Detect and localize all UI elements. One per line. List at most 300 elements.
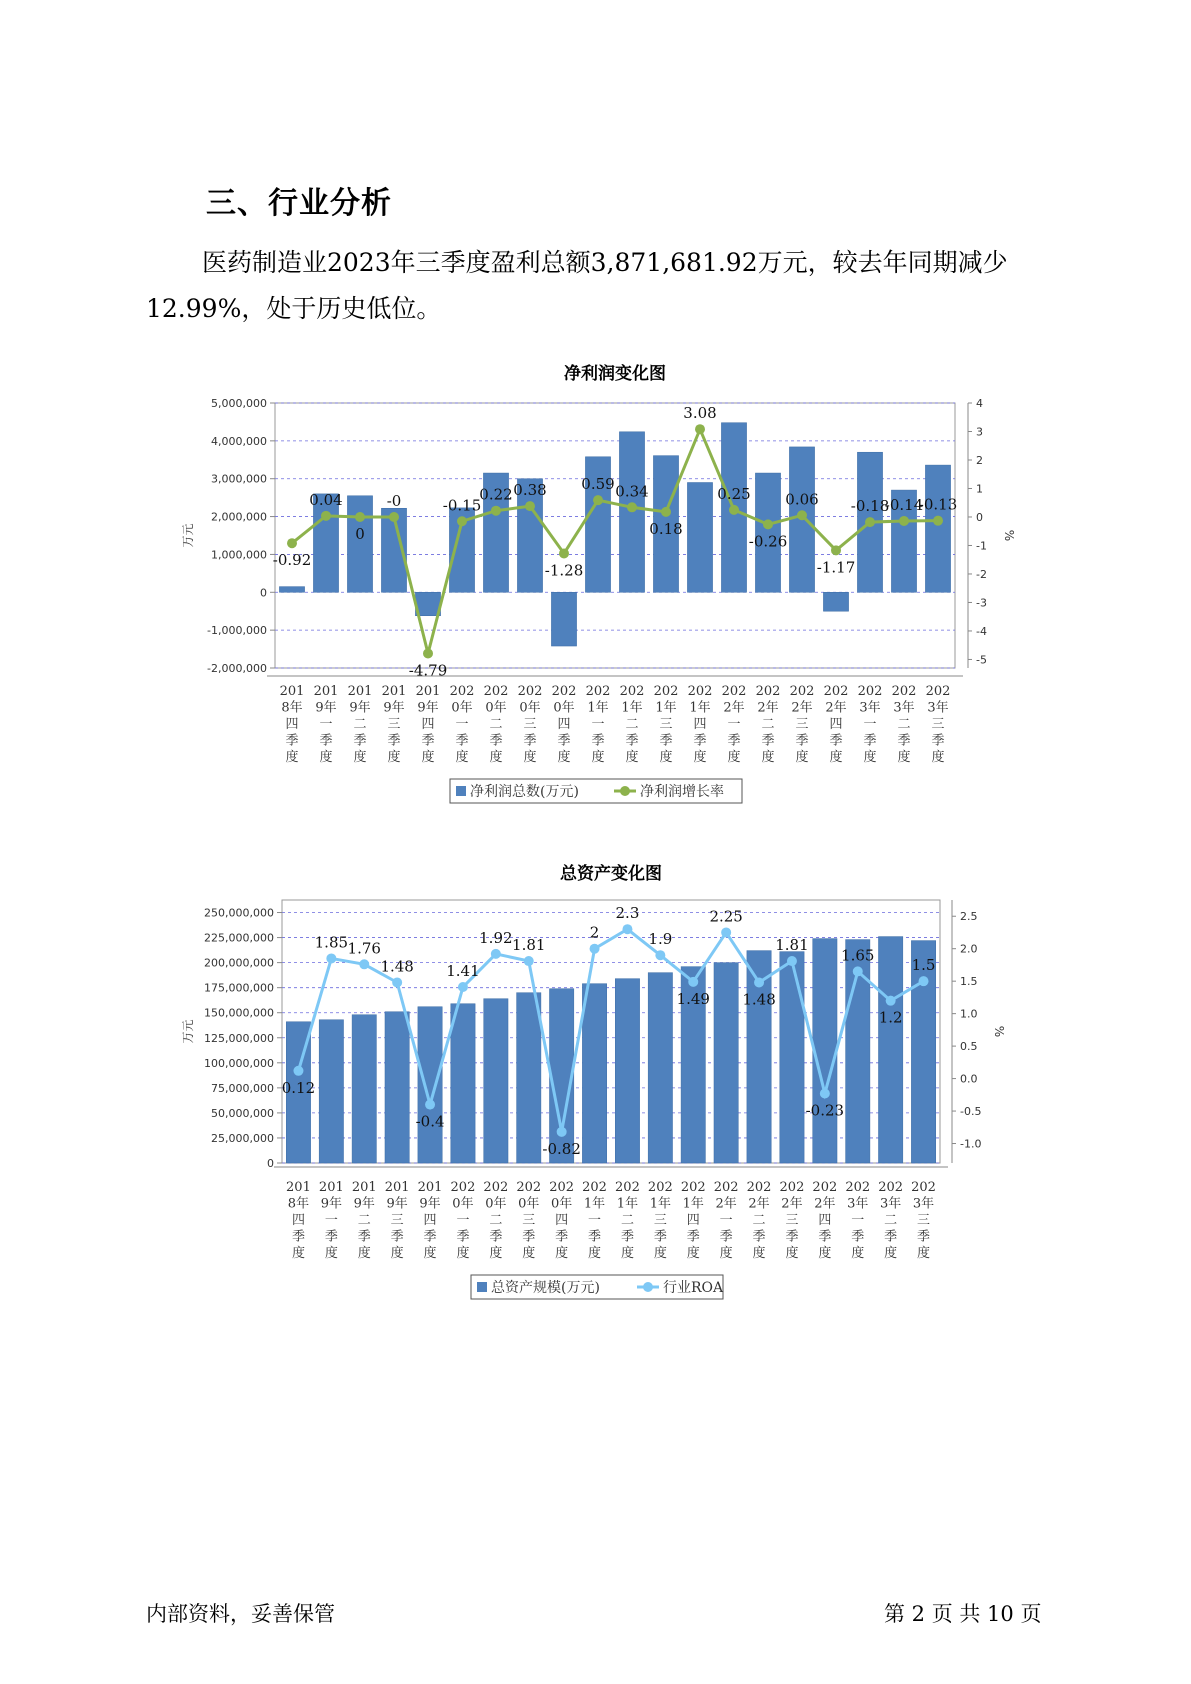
legend-bar-swatch [456,786,466,796]
category-label [858,684,883,765]
bar [687,483,712,593]
category-label [582,1180,607,1261]
category-label-line: 201 [417,1180,443,1195]
y2-tick-label: 1.0 [960,1007,978,1021]
category-label-line: 202 [746,1180,772,1195]
category-label-line: 季 [423,1229,437,1245]
category-label-line: 202 [653,684,679,699]
data-label: 0.12 [281,1078,316,1097]
data-label: 1.48 [380,957,414,976]
line-point [721,927,731,937]
y2-tick-label: 3 [976,425,983,439]
category-label-line: 度 [421,750,435,765]
line-point [425,1100,435,1110]
category-label-line: 9年 [349,700,371,716]
category-label-line: 9年 [383,700,405,716]
y2-tick-label: -5 [976,653,987,667]
line-point [293,1066,303,1076]
legend-line-label: 净利润增长率 [640,784,724,800]
y2-tick-label: -2 [976,567,987,581]
category-label [518,684,543,765]
category-label-line: 季 [686,1229,700,1245]
category-label-line: 一 [851,1213,865,1228]
line-point [661,507,671,517]
category-label-line: 0年 [518,1196,540,1212]
category-label-line: 1年 [689,700,711,716]
category-label-line: 202 [516,1180,542,1195]
y-tick-label: 250,000,000 [204,906,274,920]
category-label [286,1180,311,1261]
category-label-line: 2年 [723,700,745,716]
category-label [756,684,781,765]
line-point [590,944,600,954]
data-label: 0.25 [717,484,751,503]
category-label-line: 季 [489,733,503,749]
category-label-line: 季 [620,1229,634,1245]
category-label-line: 季 [421,733,435,749]
category-label-line: 度 [319,750,333,765]
category-label-line: 2年 [781,1196,803,1212]
category-label-line: 度 [931,750,945,765]
category-label-line: 202 [517,684,543,699]
category-label-line: 202 [812,1180,838,1195]
category-label [747,1180,772,1261]
category-label-line: 1年 [616,1196,639,1212]
category-label-line: 0年 [519,700,541,716]
total-assets-chart-svg [0,855,1191,1315]
bar [551,592,576,646]
category-label-line: 1年 [621,700,643,716]
category-label [620,684,645,765]
category-label-line: 0年 [553,700,575,716]
category-label [484,684,509,765]
category-label-line: 三 [785,1213,799,1228]
category-label-line: 度 [324,1246,338,1261]
category-label [382,684,407,765]
line-point [359,959,369,969]
bar [319,1020,343,1163]
bar [823,592,848,611]
category-label-line: 度 [357,1246,371,1261]
category-label-line: 四 [423,1213,437,1228]
category-label-line: 季 [324,1229,338,1245]
y2-axis-label: % [1002,529,1016,542]
category-label [319,1180,344,1261]
category-label-line: 季 [523,733,537,749]
category-label-line: 季 [785,1229,799,1245]
category-label-line: 季 [863,733,877,749]
category-label-line: 度 [818,1246,832,1261]
data-label: -0.4 [415,1112,445,1131]
category-label-line: 季 [752,1229,766,1245]
category-label [348,684,373,765]
data-label: 1.85 [314,933,349,952]
page-number: 第 2 页 共 10 页 [884,1602,1042,1626]
category-label-line: 201 [318,1180,344,1195]
category-label-line: 度 [591,750,605,765]
category-label-line: 9年 [417,700,439,716]
category-label-line: 度 [752,1246,766,1261]
bar [714,963,738,1163]
category-label-line: 度 [522,1246,536,1261]
category-label-line: 二 [897,717,911,732]
line-point [622,924,632,934]
bar [484,999,508,1163]
category-label-line: 季 [522,1229,536,1245]
category-label-line: 二 [884,1213,898,1228]
category-label-line: 202 [925,684,951,699]
category-label-line: 一 [455,717,469,732]
category-label-line: 202 [713,1180,739,1195]
y2-tick-label: 2.0 [960,942,978,956]
category-label-line: 季 [625,733,639,749]
line-point [524,956,534,966]
category-label-line: 季 [897,733,911,749]
category-label-line: 度 [625,750,639,765]
category-label-line: 四 [421,717,435,732]
total-assets-chart [0,855,1191,1315]
category-label-line: 度 [785,1246,799,1261]
category-label-line: 四 [557,717,571,732]
category-label-line: 季 [291,1229,305,1245]
y-tick-label: 2,000,000 [211,510,267,524]
y2-tick-label: -0.5 [960,1105,982,1119]
data-label: 3.08 [683,404,717,423]
category-label-line: 2年 [748,1196,770,1212]
y2-tick-label: -4 [976,624,987,638]
line-point [491,506,501,516]
category-label-line: 二 [357,1213,371,1228]
data-label: -4.79 [408,661,448,680]
category-label-line: 季 [851,1229,865,1245]
category-label-line: 三 [795,717,809,732]
data-label: 1.81 [512,936,546,955]
line-point [729,505,739,515]
category-label-line: 度 [863,750,877,765]
line-point [627,502,637,512]
category-label-line: 0年 [485,1196,507,1212]
category-label-line: 202 [721,684,747,699]
category-label-line: 202 [619,684,645,699]
category-label-line: 季 [829,733,843,749]
y-tick-label: 100,000,000 [204,1056,274,1070]
data-label: 1.41 [446,962,480,981]
legend-line-marker [620,786,630,796]
category-label-line: 三 [387,717,401,732]
category-label-line: 202 [551,684,577,699]
line-point [392,977,402,987]
category-label [722,684,747,765]
line-point [763,519,773,529]
category-label [418,1180,443,1261]
category-label-line: 度 [719,1246,733,1261]
category-label-line: 202 [615,1180,640,1195]
category-label-line: 8年 [281,700,303,716]
category-label-line: 9年 [315,700,337,716]
category-label-line: 202 [755,684,781,699]
category-label-line: 3年 [927,700,949,716]
data-label: 0.59 [581,475,615,494]
category-label-line: 0年 [485,700,507,716]
line-point [593,495,603,505]
category-label-line: 四 [829,717,843,732]
category-label-line: 季 [727,733,741,749]
category-label-line: 季 [557,733,571,749]
category-label-line: 季 [591,733,605,749]
category-label-line: 二 [620,1213,634,1228]
bar [615,979,639,1163]
y-tick-label: 0 [260,586,267,600]
summary-text: 医药制造业2023年三季度盈利总额3,871,681.92万元，较去年同期减少12.99%，处于历史低位。 [146,248,1008,323]
category-label [280,684,305,765]
category-label-line: 季 [353,733,367,749]
line-point [321,511,331,521]
category-label [549,1180,574,1261]
bar [813,939,837,1163]
category-label-line: 202 [585,684,611,699]
line-point [389,512,399,522]
data-label: -0.15 [442,496,482,515]
data-label: 0 [355,524,365,543]
category-label-line: 201 [313,684,339,699]
category-label [654,684,679,765]
category-label-line: 三 [653,1213,667,1228]
category-label-line: 二 [353,717,367,732]
category-label-line: 二 [761,717,775,732]
category-label-line: 0年 [551,1196,573,1212]
line-point [853,966,863,976]
category-label-line: 202 [647,1180,673,1195]
net-profit-chart [0,355,1191,815]
line-point [820,1089,830,1099]
category-label [615,1180,640,1261]
line-point [688,977,698,987]
category-label-line: 0年 [451,700,473,716]
y2-tick-label: -3 [976,596,987,610]
bar [780,952,804,1163]
category-label-line: 1年 [655,700,677,716]
y-tick-label: 150,000,000 [204,1006,274,1020]
data-label: 2.25 [709,907,743,926]
bar [279,587,304,593]
y-tick-label: 25,000,000 [211,1131,274,1145]
category-label [586,684,611,765]
y2-tick-label: 1 [976,482,983,496]
category-label-line: 度 [693,750,707,765]
category-label-line: 度 [653,1246,667,1261]
category-label [451,1180,476,1261]
category-label-line: 季 [761,733,775,749]
line-point [899,516,909,526]
category-label-line: 度 [523,750,537,765]
legend-bar-label: 净利润总数(万元) [470,784,579,800]
y-tick-label: 50,000,000 [211,1106,274,1120]
category-label-line: 3年 [893,700,915,716]
category-label-line: 202 [891,684,917,699]
category-label-line: 季 [387,733,401,749]
category-label-line: 季 [818,1229,832,1245]
footer-note: 内部资料，妥善保管 [146,1602,335,1626]
category-label-line: 季 [719,1229,733,1245]
bar [517,993,541,1163]
category-label-line: 8年 [287,1196,310,1212]
category-label-line: 202 [582,1180,607,1195]
line-point [886,996,896,1006]
category-label-line: 季 [884,1229,898,1245]
category-label-line: 度 [489,1246,503,1261]
category-label [878,1180,903,1261]
category-label-line: 一 [863,717,877,732]
category-label-line: 2年 [757,700,779,716]
data-label: -0.82 [542,1139,581,1158]
category-label-line: 三 [523,717,537,732]
category-label-line: 9年 [353,1196,375,1212]
category-label-line: 度 [659,750,673,765]
legend-line-label: 行业ROA [663,1280,724,1296]
category-label-line: 四 [686,1213,700,1228]
y-tick-label: 0 [267,1157,274,1170]
category-label-line: 201 [351,1180,377,1195]
category-label-line: 度 [387,750,401,765]
category-label-line: 1年 [583,1196,606,1212]
y2-tick-label: 0 [976,510,983,524]
data-label: 1.76 [347,939,381,958]
y2-tick-label: -1.0 [960,1137,982,1151]
category-label-line: 一 [588,1213,602,1228]
line-point [423,648,433,658]
category-label-line: 季 [555,1229,569,1245]
category-label-line: 度 [555,1246,569,1261]
line-point [831,545,841,555]
data-label: 2 [589,923,600,942]
line-point [326,953,336,963]
category-label-line: 度 [620,1246,634,1261]
category-label-line: 度 [917,1246,931,1261]
category-label-line: 一 [319,717,333,732]
category-label-line: 二 [489,717,503,732]
chart-title: 总资产变化图 [560,864,662,884]
y-tick-label: 3,000,000 [211,472,267,486]
data-label: -0.18 [850,497,890,516]
category-label-line: 202 [687,684,713,699]
y-axis-label: 万元 [181,523,195,548]
category-label-line: 202 [779,1180,805,1195]
category-label [812,1180,837,1261]
bar [582,984,606,1163]
category-label [648,1180,673,1261]
line-point [754,977,764,987]
category-label-line: 2年 [825,700,847,716]
category-label-line: 四 [285,717,299,732]
y-axis-label: 万元 [181,1019,195,1044]
category-label-line: 一 [456,1213,470,1228]
category-label [688,684,713,765]
category-label [790,684,815,765]
category-label-line: 度 [291,1246,305,1261]
category-label-line: 一 [727,717,741,732]
data-label: 1.65 [841,946,875,965]
legend-bar-swatch [477,1282,487,1292]
y-tick-label: 4,000,000 [211,434,267,448]
category-label-line: 3年 [912,1196,935,1212]
category-label-line: 三 [522,1213,536,1228]
y2-tick-label: 0.0 [960,1072,978,1086]
data-label: 1.81 [775,936,809,955]
line-point [355,512,365,522]
category-label-line: 度 [686,1246,700,1261]
y-tick-label: -1,000,000 [207,624,267,638]
category-label-line: 9年 [386,1196,408,1212]
category-label-line: 季 [319,733,333,749]
category-label-line: 季 [357,1229,371,1245]
category-label [314,684,339,765]
data-label: 1.49 [676,989,710,1008]
category-label-line: 季 [917,1229,931,1245]
data-label: 0.06 [785,490,819,509]
category-label-line: 度 [588,1246,602,1261]
bar [347,496,372,593]
category-label-line: 3年 [847,1196,869,1212]
category-label [483,1180,508,1261]
category-label-line: 季 [455,733,469,749]
category-label-line: 季 [653,1229,667,1245]
data-label: 1.92 [479,928,513,947]
category-label-line: 201 [286,1180,311,1195]
summary-paragraph [146,240,1046,332]
category-label-line: 度 [390,1246,404,1261]
category-label-line: 二 [625,717,639,732]
category-label-line: 二 [752,1213,766,1228]
category-label-line: 度 [795,750,809,765]
category-label-line: 度 [829,750,843,765]
category-label-line: 度 [455,750,469,765]
category-label-line: 1年 [587,700,609,716]
section-title: 三、行业分析 [206,186,392,221]
category-label-line: 季 [285,733,299,749]
category-label-line: 季 [931,733,945,749]
category-label-line: 二 [489,1213,503,1228]
data-label: 0.22 [479,485,513,504]
category-label-line: 度 [557,750,571,765]
category-label [681,1180,706,1261]
y-tick-label: 225,000,000 [204,931,274,945]
category-label-line: 季 [489,1229,503,1245]
category-label-line: 度 [761,750,775,765]
chart-title: 净利润变化图 [564,364,666,384]
category-label-line: 季 [795,733,809,749]
line-point [557,1127,567,1137]
category-label [824,684,849,765]
line-point [287,538,297,548]
category-label-line: 度 [423,1246,437,1261]
category-label-line: 9年 [419,1196,441,1212]
category-label-line: 度 [851,1246,865,1261]
category-label [450,684,475,765]
category-label [780,1180,805,1261]
line-point [559,548,569,558]
category-label-line: 度 [897,750,911,765]
category-label [714,1180,739,1261]
line-point [457,516,467,526]
line-point [797,510,807,520]
bar [925,465,950,592]
category-label-line: 一 [591,717,605,732]
category-label-line: 三 [659,717,673,732]
category-label [926,684,951,765]
category-label-line: 度 [489,750,503,765]
y-tick-label: 75,000,000 [211,1081,274,1095]
data-label: 1.2 [878,1008,903,1027]
